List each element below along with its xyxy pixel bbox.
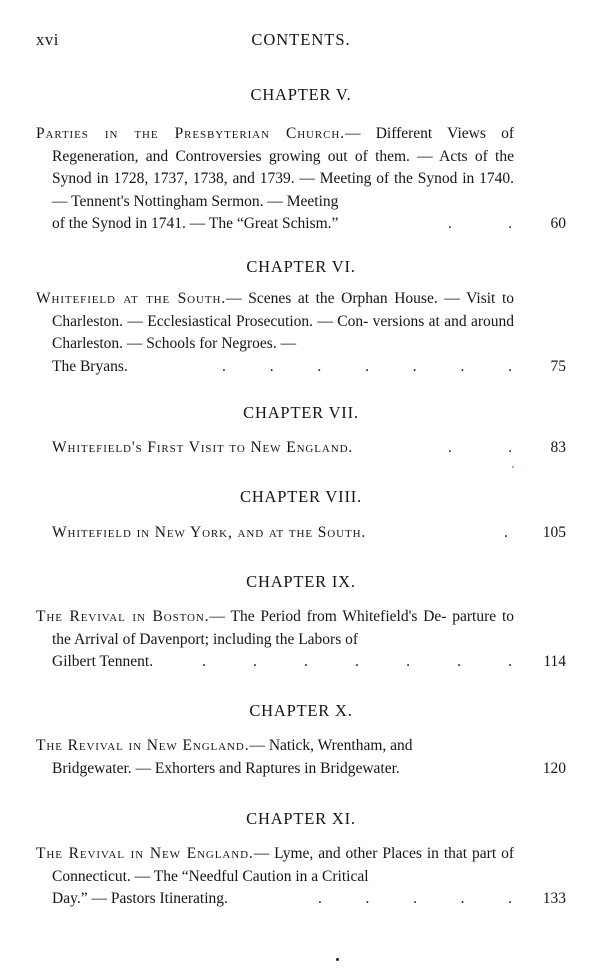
chapter-ix [36, 571, 566, 674]
chapter-heading: CHAPTER X. [249, 701, 353, 720]
entry-line: — Different Views of [344, 125, 514, 142]
entry-line: of the Synod in 1741. — The “Great Schism.” [52, 215, 339, 232]
entry-line: — Visit to Charleston. — Ecclesiastical Prosecution. — Con- [52, 290, 515, 330]
ink-speck [336, 958, 339, 961]
chapter-heading: CHAPTER IX. [246, 572, 356, 591]
contents-entry[interactable] [36, 735, 566, 780]
entry-lead: Whitefield at the South. [36, 290, 227, 307]
contents-entry[interactable] [36, 522, 566, 545]
entry-line: — Scenes at the Orphan House. [226, 290, 438, 307]
entry-lead: Parties in the Presbyterian Church. [36, 125, 345, 142]
chapter-x [36, 700, 566, 780]
entry-line: that part of Connecticut. — The “Needful Caution in a Critical [52, 845, 514, 885]
chapter-vii [36, 402, 566, 460]
chapter-heading: CHAPTER VI. [246, 257, 356, 276]
entry-line: parture to the Arrival of Davenport; including the Labors of [52, 608, 515, 648]
dot-leader: . . . . . . . [222, 357, 512, 375]
dot-leader: . . [448, 439, 512, 456]
chapter-heading: CHAPTER VII. [243, 403, 359, 422]
entry-text [36, 843, 514, 888]
contents-entry[interactable] [36, 437, 566, 460]
chapter-heading: CHAPTER V. [250, 85, 352, 104]
entry-line: versions at and around Charleston. — Schools for Negroes. — [52, 312, 515, 352]
dot-leader: . . [448, 215, 512, 232]
chapter-vi [36, 256, 566, 378]
entry-text [36, 606, 515, 651]
entry-lead: Whitefield in New York, and at the South. [52, 524, 367, 541]
entry-line: The Bryans. [52, 357, 128, 375]
entry-line: Synod in 1740. — Tennent's Nottingham Sermon. — Meeting [52, 170, 515, 210]
chapter-v [36, 84, 566, 236]
chapter-heading: CHAPTER VIII. [240, 487, 362, 506]
page-number: 120 [542, 759, 566, 777]
entry-last-line [52, 213, 566, 236]
entry-line: Regeneration, and Controversies growing out of them. — Acts [52, 147, 468, 165]
entry-text [36, 735, 514, 758]
page-number: 83 [550, 439, 566, 456]
page-number: 105 [542, 524, 566, 541]
running-title: CONTENTS. [251, 30, 351, 49]
contents-entry[interactable] [36, 288, 566, 378]
entry-text [36, 288, 515, 356]
page-folio: xvi [36, 30, 59, 49]
entry-line: — Lyme, and other Places in [253, 845, 439, 862]
dot-leader: . . . . . [318, 890, 512, 907]
page-number: 60 [550, 215, 566, 232]
chapter-heading: CHAPTER XI. [246, 809, 356, 828]
contents-entry[interactable] [36, 123, 566, 236]
entry-lead: Whitefield's First Visit to New England. [52, 439, 354, 456]
entry-last-line [52, 758, 566, 781]
entry-line: Bridgewater. — Exhorters and Raptures in Bridgewater. [52, 759, 400, 777]
ink-speck [512, 466, 514, 468]
dot-leader: . . . . . . . [202, 653, 512, 670]
chapter-xi [36, 808, 566, 911]
entry-line: Day.” — Pastors Itinerating. [52, 890, 228, 907]
entry-lead: The Revival in Boston. [36, 608, 210, 625]
running-head [36, 30, 566, 52]
contents-entry[interactable] [36, 606, 566, 674]
entry-last-line [52, 437, 566, 460]
contents-entry[interactable] [36, 843, 566, 911]
entry-last-line [52, 522, 566, 545]
entry-text [36, 123, 515, 213]
entry-lead: The Revival in New England. [36, 737, 250, 754]
entry-line: — The Period from Whitefield's De- [209, 608, 447, 625]
dot-leader: . [504, 524, 508, 541]
page-number: 114 [543, 653, 566, 670]
entry-line: Gilbert Tennent. [52, 653, 154, 670]
entry-lead: The Revival in New England. [36, 845, 254, 862]
page-number: 133 [542, 890, 566, 907]
entry-last-line [52, 651, 566, 674]
entry-last-line [52, 888, 566, 911]
chapter-viii [36, 486, 566, 545]
entry-last-line [52, 356, 566, 379]
entry-line: — Natick, Wrentham, and [249, 737, 413, 754]
entry-line: of the Synod in 1728, 1737, 1738, and 1739. — Meeting of the [52, 147, 514, 187]
page-number: 75 [550, 357, 566, 375]
